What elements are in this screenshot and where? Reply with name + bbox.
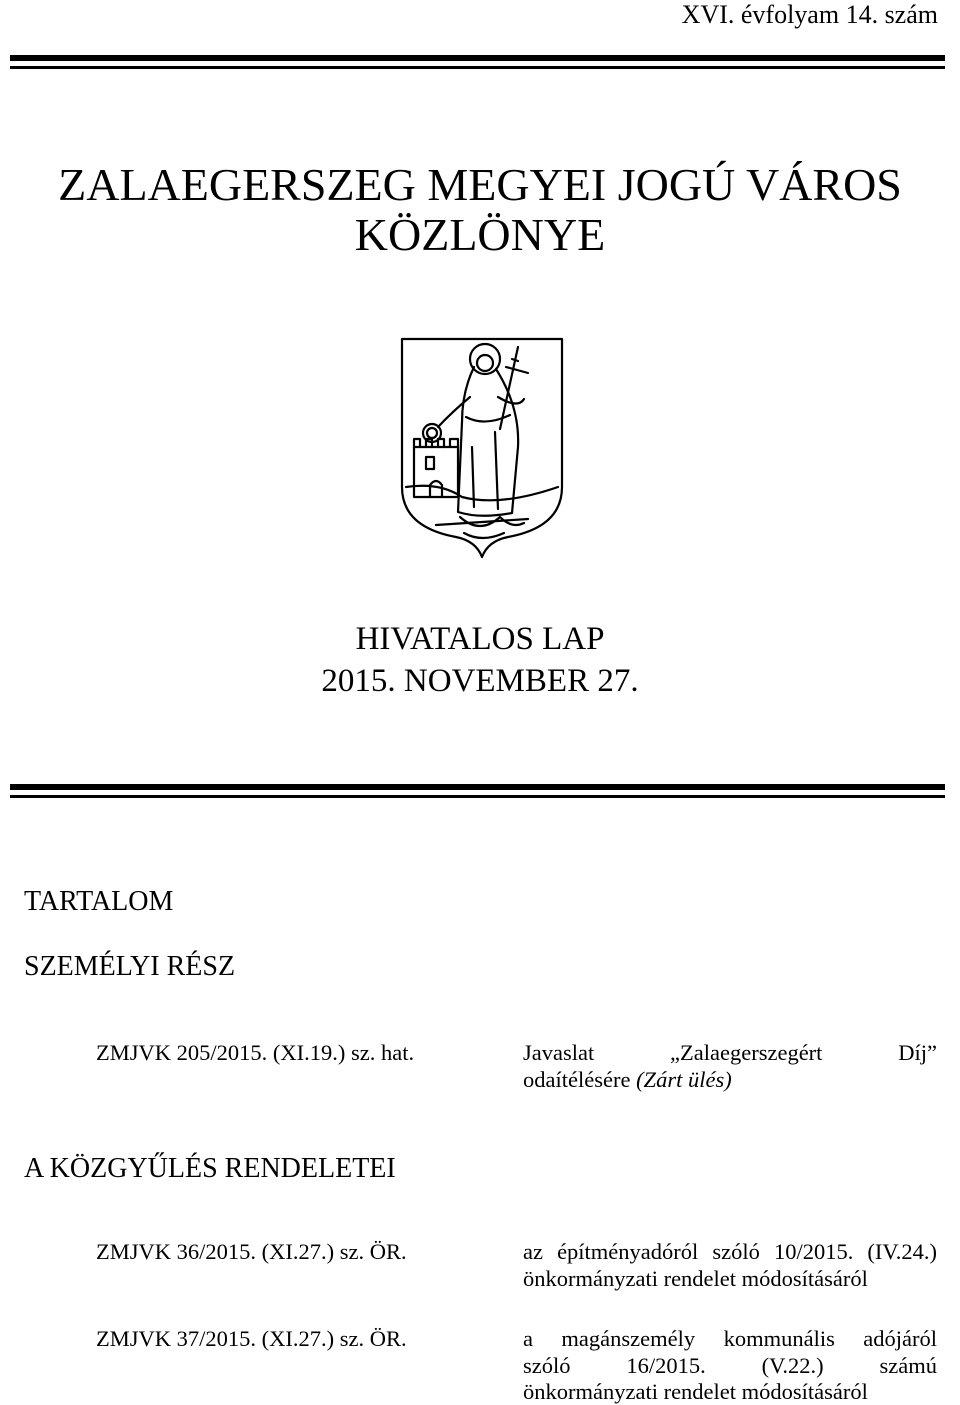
entry-desc-line1: a magánszemély kommunális adójáról xyxy=(523,1326,937,1351)
official-label: HIVATALOS LAP xyxy=(355,621,605,657)
entry-desc-line2: szóló 16/2015. (V.22.) számú xyxy=(523,1353,937,1378)
section-title-decrees: A KÖZGYŰLÉS RENDELETEI xyxy=(24,1153,396,1184)
top-rule-thick xyxy=(10,55,945,61)
middle-rule-thick xyxy=(10,784,945,790)
entry-desc-text: odaítélésére xyxy=(523,1067,637,1092)
contents-heading: TARTALOM xyxy=(24,886,174,917)
publication-date: 2015. NOVEMBER 27. xyxy=(321,663,639,699)
top-rule-thin xyxy=(10,66,945,69)
section-title-personal: SZEMÉLYI RÉSZ xyxy=(24,951,236,982)
entry-desc-line1 xyxy=(523,1040,937,1066)
issue-number: XVI. évfolyam 14. szám xyxy=(681,0,938,29)
entry-desc-line1: az építményadóról szóló 10/2015. (IV.24.) xyxy=(523,1239,937,1264)
entry-desc-word: Díj” xyxy=(898,1040,937,1065)
entry-desc-line2 xyxy=(523,1067,937,1093)
entry-ref: ZMJVK 205/2015. (XI.19.) sz. hat. xyxy=(96,1040,415,1065)
entry-desc-word: Javaslat xyxy=(523,1040,595,1065)
entry-ref: ZMJVK 36/2015. (XI.27.) sz. ÖR. xyxy=(96,1239,407,1264)
entry-desc-italic: (Zárt ülés) xyxy=(636,1067,732,1092)
entry-desc-line3: önkormányzati rendelet módosításáról xyxy=(523,1379,868,1404)
masthead-title-line2: KÖZLÖNYE xyxy=(354,209,606,260)
entry-ref: ZMJVK 37/2015. (XI.27.) sz. ÖR. xyxy=(96,1326,407,1351)
entry-desc-word: „Zalaegerszegért xyxy=(670,1040,823,1065)
entry-desc-line2: önkormányzati rendelet módosításáról xyxy=(523,1266,868,1291)
coat-of-arms-icon xyxy=(400,337,564,559)
masthead-title-line1: ZALAEGERSZEG MEGYEI JOGÚ VÁROS xyxy=(58,159,902,210)
middle-rule-thin xyxy=(10,795,945,798)
